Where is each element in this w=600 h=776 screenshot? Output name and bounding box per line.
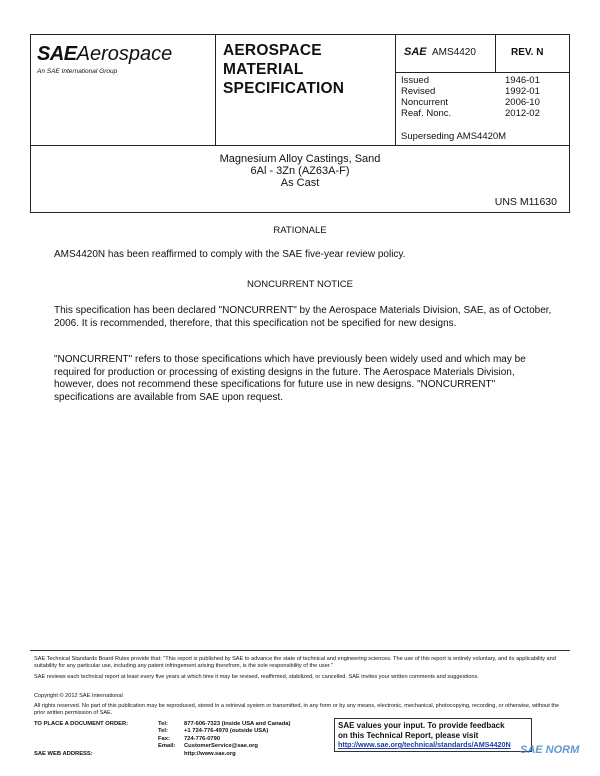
contact-row-tel1 — [34, 721, 334, 728]
footer-divider — [30, 650, 570, 651]
logo-aerospace-text: Aerospace — [76, 43, 173, 65]
document-type-cell — [216, 35, 396, 146]
document-header — [30, 34, 570, 146]
footer-review-note: SAE reviews each technical report at least every five years at which time it may be revised, reaffirmed, stabilized, or cancelled. SAE invites your written comments and suggestions. — [34, 674, 479, 680]
material-title-line-1: Magnesium Alloy Castings, Sand — [219, 153, 381, 165]
email-value[interactable]: CustomerService@sae.org — [184, 743, 258, 750]
date-row-issued — [401, 75, 561, 86]
sae-norm-watermark: SAE NORM — [520, 744, 580, 756]
doc-type-line-1: AEROSPACE — [223, 42, 322, 59]
date-label: Issued — [401, 75, 429, 86]
date-label: Reaf. Nonc. — [401, 108, 452, 119]
superseding-note: Superseding AMS4420M — [401, 131, 507, 142]
tel-label: Tel: — [158, 721, 168, 727]
material-title-block — [30, 145, 570, 213]
date-value: 1946-01 — [505, 75, 540, 86]
feedback-box — [334, 718, 532, 752]
sae-aerospace-logo — [37, 43, 172, 66]
tel-value-2: +1 724-776-4970 (outside USA) — [184, 728, 269, 735]
contact-row-tel2 — [34, 728, 334, 735]
logo-subtitle: An SAE International Group — [37, 68, 118, 75]
date-value: 1992-01 — [505, 86, 540, 97]
web-label: SAE WEB ADDRESS: — [34, 750, 93, 757]
contact-row-web — [34, 751, 334, 758]
feedback-link[interactable]: http://www.sae.org/technical/standards/AMS4420N — [338, 740, 511, 749]
material-title-line-2: 6Al - 3Zn (AZ63A-F) — [250, 165, 350, 177]
noncurrent-paragraph-2: "NONCURRENT" refers to those specifications which have previously been widely used and which may be required for production or processing of existing designs in the future. The Aerospace Materials Division, however, does not recommend these specifications for future use in new designs. "NONCURRENT" specifications are available from SAE upon request. — [54, 354, 526, 403]
tel-label: Tel: — [158, 728, 168, 735]
logo-sae-text: SAE — [37, 43, 77, 65]
fax-value: 724-776-0790 — [184, 735, 221, 742]
doc-number-cell — [396, 35, 496, 73]
contact-row-email — [34, 743, 334, 750]
order-label: TO PLACE A DOCUMENT ORDER: — [34, 721, 129, 727]
rationale-text: AMS4420N has been reaffirmed to comply with the SAE five-year review policy. — [54, 249, 406, 260]
doc-type-line-3: SPECIFICATION — [223, 80, 345, 97]
footer-rules-note: SAE Technical Standards Board Rules provide that: "This report is published by SAE to advance the state of technical and engineering sciences. The use of this report is entirely voluntary, and its applicability and suitability for any particular use, including any patent infringement arising therefrom, is the sole responsibility of the user." — [34, 656, 556, 670]
date-value: 2006-10 — [505, 97, 540, 108]
date-row-revised — [401, 86, 561, 97]
web-value[interactable]: http://www.sae.org — [184, 750, 236, 757]
dates-cell — [396, 73, 570, 146]
sae-small-logo: SAE — [404, 46, 427, 58]
noncurrent-paragraph-1: This specification has been declared "NONCURRENT" by the Aerospace Materials Division, SAE, as of October, 2006. It is recommended, therefore, that this specification not be specified for new designs. — [54, 305, 552, 329]
date-row-reaffirmed — [401, 108, 561, 119]
contact-info — [34, 721, 334, 758]
logo-cell — [31, 35, 216, 146]
footer-rights: All rights reserved. No part of this publication may be reproduced, stored in a retrieval system or transmitted, in any form or by any means, electronic, mechanical, photocopying, recording, or otherwise, without the prior written permission of SAE. — [34, 703, 560, 717]
date-label: Revised — [401, 86, 436, 97]
tel-value-1: 877-606-7323 (inside USA and Canada) — [184, 721, 291, 727]
revision-label: REV. N — [511, 47, 544, 58]
rationale-heading: RATIONALE — [273, 225, 327, 236]
date-value: 2012-02 — [505, 108, 540, 119]
fax-label: Fax: — [158, 735, 170, 742]
uns-number: UNS M11630 — [494, 196, 557, 208]
footer-copyright: Copyright © 2012 SAE International — [34, 693, 123, 699]
material-title-line-3: As Cast — [280, 177, 320, 189]
feedback-line-2: on this Technical Report, please visit — [338, 730, 479, 740]
doc-type-line-2: MATERIAL — [223, 61, 304, 78]
contact-row-fax — [34, 736, 334, 743]
date-label: Noncurrent — [401, 97, 448, 108]
feedback-line-1: SAE values your input. To provide feedback — [338, 721, 505, 730]
date-row-noncurrent — [401, 97, 561, 108]
email-label: Email: — [158, 743, 176, 750]
doc-number: AMS4420 — [432, 47, 476, 58]
revision-cell — [496, 35, 570, 73]
noncurrent-heading: NONCURRENT NOTICE — [247, 279, 353, 290]
